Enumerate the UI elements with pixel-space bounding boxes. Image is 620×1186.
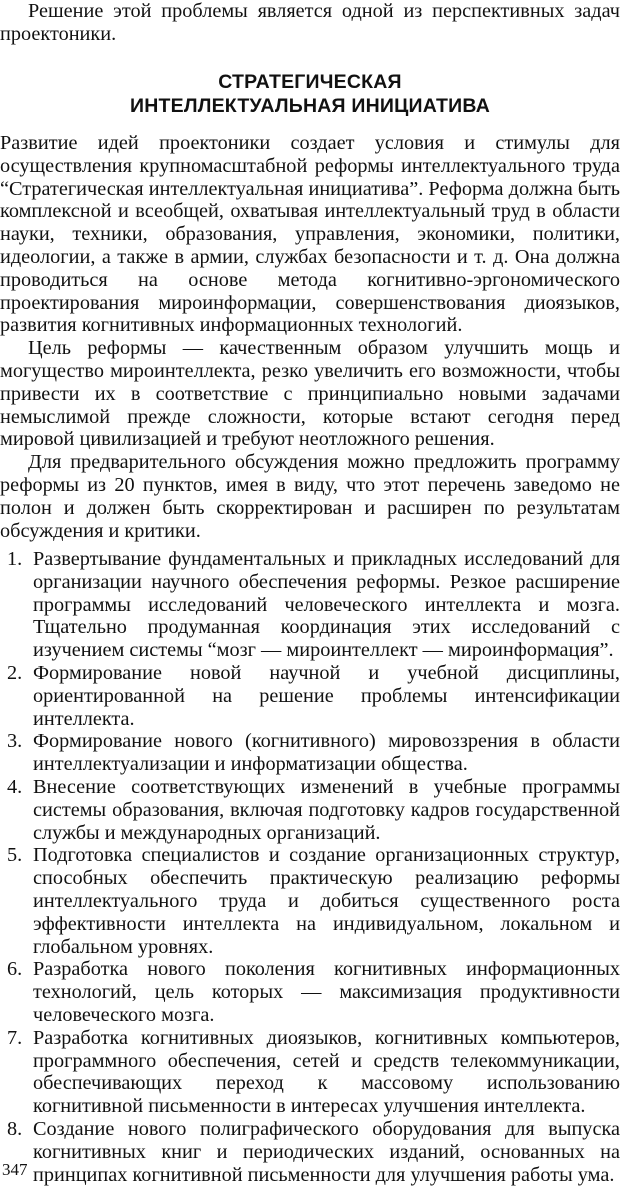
list-item-number: 3. [7, 730, 23, 753]
list-item-text: Создание нового полиграфического оборудования для выпуска когнитивных книг и периодических изданий, основанных на принципах когнитивной письменности для улучшения работы ума. [33, 1117, 620, 1186]
list-item-text: Формирование нового (когнитивного) мировоззрения в области интеллектуализации и информатизации общества. [33, 730, 620, 776]
list-item-number: 1. [7, 548, 23, 570]
list-item [0, 548, 620, 662]
list-item-text: Развертывание фундаментальных и прикладных исследований для организации научного обеспечения реформы. Резкое расширение программы исследований человеческого интеллекта и мозга. Тщательно продуманная координация этих исследований с изучением системы “мозг — мироинтеллект — мироинформация”. [33, 548, 620, 662]
list-item [0, 1118, 620, 1186]
list-item [0, 662, 620, 730]
list-item [0, 1027, 620, 1118]
paragraph-3: Для предварительного обсуждения можно предложить программу реформы из 20 пунктов, имея в виду, что этот перечень заведомо не полон и должен быть скорректирован и расширен по результатам обсуждения и критики. [0, 451, 620, 542]
paragraph-1: Развитие идей проектоники создает условия и стимулы для осуществления крупномасштабной реформы интеллектуального труда “Стратегическая интеллектуальная инициатива”. Реформа должна быть комплексной и всеобщей, охватывая интеллектуальный труд в области науки, техники, образования, управления, экономики, политики, идеологии, а также в армии, службах безопасности и т. д. Она должна проводиться на основе метода когнитивно-эргономического проектирования мироинформации, совершенствования диоязыков, развития когнитивных информационных технологий. [0, 132, 620, 337]
section-heading-line-1: СТРАТЕГИЧЕСКАЯ [218, 71, 402, 93]
body-text [0, 132, 620, 542]
list-item [0, 776, 620, 844]
list-item-number: 7. [7, 1026, 23, 1049]
paragraph-2: Цель реформы — качественным образом улучшить мощь и могущество мироинтеллекта, резко увеличить его возможности, чтобы привести их в соответствие с принципиально новыми задачами немыслимой прежде сложности, которые встают сегодня перед мировой цивилизацией и требуют неотложного решения. [0, 337, 620, 451]
list-item [0, 844, 620, 958]
section-heading-line-2: ИНТЕЛЛЕКТУАЛЬНАЯ ИНИЦИАТИВА [130, 95, 490, 117]
intro-paragraph-block [0, 0, 620, 46]
list-item-text: Формирование новой научной и учебной дисциплины, ориентированной на решение проблемы интенсификации интеллекта. [33, 661, 620, 730]
list-item-text: Разработка когнитивных диоязыков, когнитивных компьютеров, программного обеспечения, сетей и средств телекоммуникации, обеспечивающих переход к массовому использованию когнитивной письменности в интересах улучшения интеллекта. [33, 1026, 620, 1118]
list-item-text: Разработка нового поколения когнитивных информационных технологий, цель которых — максимизация продуктивности человеческого мозга. [33, 958, 620, 1026]
list-item [0, 730, 620, 776]
list-item-text: Внесение соответствующих изменений в учебные программы системы образования, включая подготовку кадров государственной службы и международных организаций. [33, 775, 620, 844]
reform-program-list [0, 548, 620, 1186]
list-item [0, 958, 620, 1026]
list-item-number: 5. [7, 844, 23, 867]
intro-paragraph: Решение этой проблемы является одной из перспективных задач проектоники. [0, 0, 620, 45]
list-item-number: 4. [7, 775, 23, 798]
list-item-text: Подготовка специалистов и создание организационных структур, способных обеспечить практическую реализацию реформы интеллектуального труда и добиться существенного роста эффективности интеллекта на индивидуальном, локальном и глобальном уровнях. [33, 844, 620, 958]
list-item-number: 8. [7, 1117, 23, 1140]
list-item-number: 2. [7, 661, 23, 684]
page-number: 347 [2, 1160, 28, 1179]
section-heading [0, 70, 620, 118]
list-item-number: 6. [7, 958, 23, 981]
